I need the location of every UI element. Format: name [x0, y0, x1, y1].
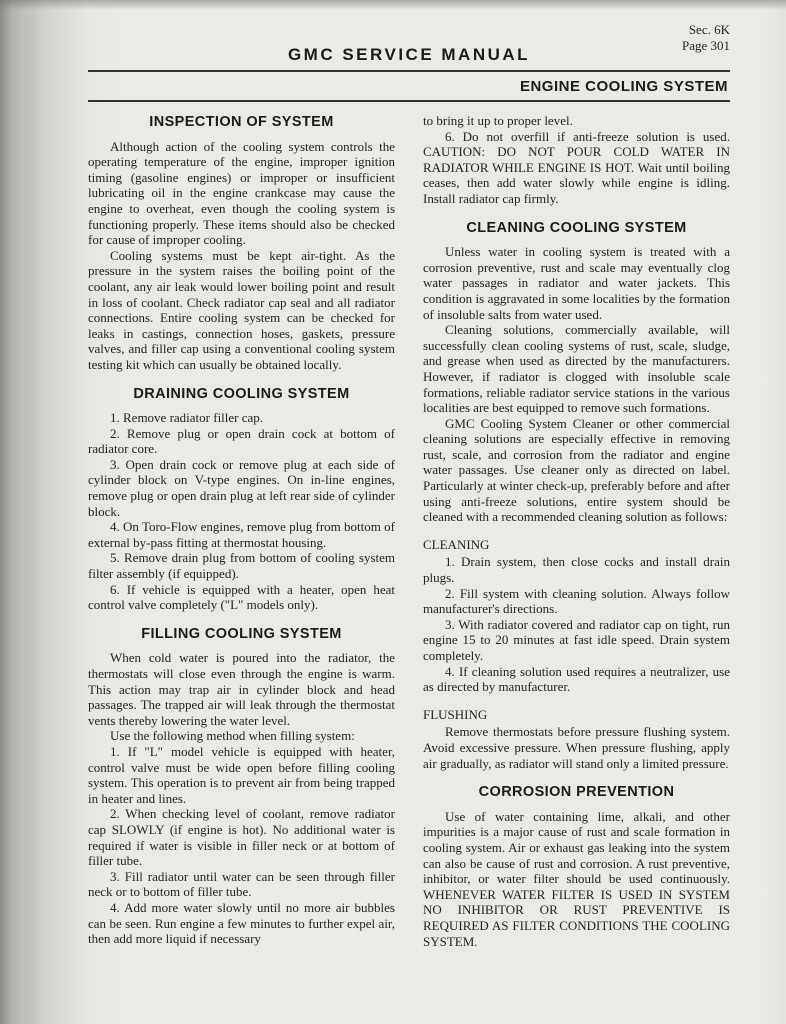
- section-heading-draining: DRAINING COOLING SYSTEM: [133, 385, 350, 402]
- right-column: [423, 113, 730, 949]
- list-item: 4. If cleaning solution used requires a neutralizer, use as directed by manufacturer.: [423, 663, 730, 695]
- section-heading-filling: FILLING COOLING SYSTEM: [141, 625, 342, 642]
- list-item: 4. On Toro-Flow engines, remove plug from bottom of external by-pass fitting at thermostat housing.: [88, 519, 395, 550]
- paragraph: When cold water is poured into the radiator, the thermostats will close even through the engine is warm. This action may trap air in cylinder block and head passages. The trapped air will leak through the thermostat vents thereby lowering the water level.: [88, 650, 395, 728]
- section-heading-inspection: INSPECTION OF SYSTEM: [149, 114, 334, 130]
- list-item: 2. When checking level of coolant, remove radiator cap SLOWLY (if engine is hot). No additional water is required if water is visible in filler neck or at bottom of filler tube.: [88, 806, 395, 869]
- chapter-title: ENGINE COOLING SYSTEM: [519, 78, 728, 95]
- subheading-flushing: FLUSHING: [423, 706, 488, 722]
- left-column: [88, 113, 395, 949]
- section-heading-cleaning: CLEANING COOLING SYSTEM: [466, 219, 687, 236]
- list-item: 3. With radiator covered and radiator cap on tight, run engine 15 to 20 minutes at fast idle speed. Drain system completely.: [423, 616, 730, 663]
- list-item: 4. Add more water slowly until no more air bubbles can be seen. Run engine a few minutes to further expel air, then add more liquid if necessary: [88, 899, 395, 947]
- list-item: 2. Remove plug or open drain cock at bottom of radiator core.: [88, 425, 395, 457]
- list-item: 1. If "L" model vehicle is equipped with heater, control valve must be wide open before filling cooling system. This operation is to prevent air from being trapped in heater and lines.: [88, 743, 395, 806]
- page-number: Page 301: [681, 38, 730, 53]
- page-header: [88, 22, 730, 66]
- list-item: 6. If vehicle is equipped with a heater, open heat control valve completely ("L" models only).: [88, 581, 395, 613]
- manual-title: GMC SERVICE MANUAL: [287, 45, 531, 64]
- list-item: 2. Fill system with cleaning solution. Always follow manufacturer's directions.: [423, 585, 730, 617]
- chapter-divider: [88, 100, 730, 102]
- paragraph: Unless water in cooling system is treated with a corrosion preventive, rust and scale may eventually clog water passages in radiator and water jackets. This condition is aggravated in some localities by the formation of insoluble salts from water used.: [423, 244, 730, 322]
- paragraph-continuation: to bring it up to proper level.: [423, 113, 573, 128]
- list-item: 5. Remove drain plug from bottom of cooling system filter assembly (if equipped).: [88, 550, 395, 582]
- paragraph: Use the following method when filling system:: [110, 728, 355, 744]
- section-heading-corrosion: CORROSION PREVENTION: [478, 784, 675, 801]
- paragraph: GMC Cooling System Cleaner or other commercial cleaning solutions are especially effective in removing rust, scale, and corrosion from the radiator and engine water passages. Use cleaner only as directed on label. Particularly at winter check-up, preferably before and after using anti-freeze solutions, entire system should be cleaned with a recommended cleaning solution as follows:: [423, 415, 730, 525]
- two-column-layout: [88, 113, 730, 949]
- list-item: 3. Open drain cock or remove plug at each side of cylinder block on V-type engines. On in-line engines, remove plug or open drain plug at left rear side of cylinder block.: [88, 456, 395, 519]
- paragraph: Use of water containing lime, alkali, and other impurities is a major cause of rust and scale formation in cooling system. Air or exhaust gas leaking into the system can also be cause of rust and corrosion. A rust preventive, inhibitor, or water filter should be used continuously. WHENEVER WATER FILTER IS USED IN SYSTEM NO INHIBITOR OR RUST PREVENTIVE IS REQUIRED AS FILTER CONDITIONS THE COOLING SYSTEM.: [423, 808, 730, 949]
- section-ref: Sec. 6K: [688, 22, 730, 37]
- header-divider: [88, 70, 730, 72]
- paragraph: Remove thermostats before pressure flushing system. Avoid excessive pressure. When pressure flushing, apply air gradually, as radiator will stand only a limited pressure.: [423, 724, 730, 771]
- paragraph: Cleaning solutions, commercially available, will successfully clean cooling systems of rust, scale, sludge, and grease when used as directed by the manufacturers. However, if radiator is clogged with insoluble scale formations, reliable radiator service stations in the various localities are best equipped to remove such formations.: [423, 322, 730, 416]
- list-item: 1. Drain system, then close cocks and install drain plugs.: [423, 554, 730, 586]
- list-item: 3. Fill radiator until water can be seen through filler neck or to bottom of filler tube.: [88, 868, 395, 900]
- paragraph: Although action of the cooling system controls the operating temperature of the engine, improper ignition timing (gasoline engines) or improper or insufficient lubricating oil in the engine crankcase may cause the engine to overheat, even though the cooling system is functioning properly. These items should also be checked for cause of improper cooling.: [88, 138, 395, 248]
- paragraph: Cooling systems must be kept air-tight. As the pressure in the system raises the boiling point of the coolant, any air leak would lower boiling point and result in loss of coolant. Check radiator cap seal and all radiator connections. Entire cooling system can be checked for leaks in castings, connection hoses, gaskets, pressure valves, and filler cap using a conventional cooling system testing kit which can usually be obtained locally.: [88, 247, 395, 372]
- list-item: 1. Remove radiator filler cap.: [110, 410, 264, 426]
- page-content: [88, 22, 730, 949]
- list-item: 6. Do not overfill if anti-freeze solution is used. CAUTION: DO NOT POUR COLD WATER IN RADIATOR WHILE ENGINE IS HOT. Wait until boiling ceases, then add water slowly while engine is idling. Install radiator cap firmly.: [423, 128, 730, 206]
- subheading-cleaning: CLEANING: [423, 536, 490, 552]
